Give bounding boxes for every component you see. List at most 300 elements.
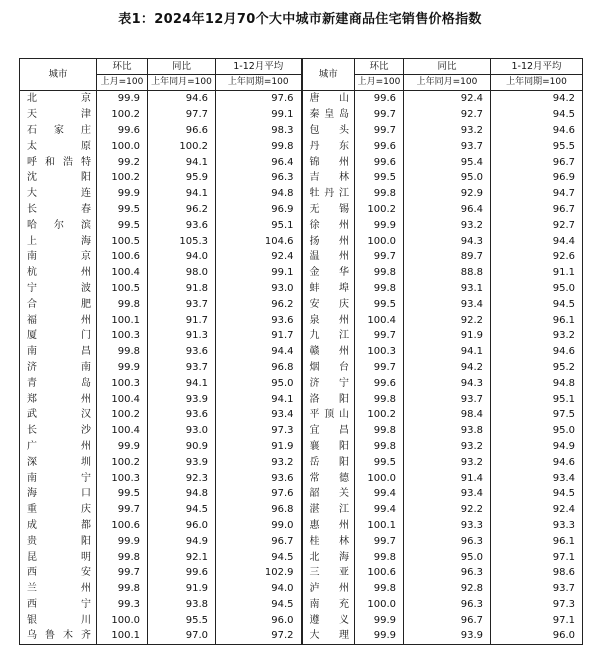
table-row (20, 391, 583, 407)
city-name: 太原 (20, 138, 97, 154)
avg-value: 97.3 (491, 597, 583, 613)
city-name: 洛阳 (302, 391, 355, 407)
city-name: 无锡 (302, 202, 355, 218)
yoy-value: 91.4 (404, 470, 491, 486)
avg-value: 96.7 (491, 202, 583, 218)
mom-value: 100.5 (97, 233, 148, 249)
yoy-value: 93.6 (148, 407, 216, 423)
city-name: 南昌 (20, 344, 97, 360)
mom-value: 99.7 (97, 502, 148, 518)
city-name: 遵义 (302, 612, 355, 628)
city-name: 三亚 (302, 565, 355, 581)
mom-value: 100.0 (97, 612, 148, 628)
avg-value: 102.9 (216, 565, 302, 581)
yoy-value: 93.6 (148, 217, 216, 233)
mom-value: 100.1 (97, 628, 148, 644)
mom-value: 99.9 (355, 628, 404, 644)
avg-value: 97.6 (216, 486, 302, 502)
avg-value: 99.8 (216, 138, 302, 154)
mom-value: 99.4 (355, 486, 404, 502)
city-name: 长春 (20, 202, 97, 218)
mom-value: 100.2 (97, 407, 148, 423)
yoy-value: 99.6 (148, 565, 216, 581)
yoy-value: 93.7 (404, 138, 491, 154)
city-name: 包头 (302, 123, 355, 139)
avg-value: 95.1 (491, 391, 583, 407)
city-name: 蚌埠 (302, 281, 355, 297)
table-row (20, 502, 583, 518)
yoy-value: 96.3 (404, 597, 491, 613)
city-name: 湛江 (302, 502, 355, 518)
city-name: 牡丹江 (302, 186, 355, 202)
avg-value: 94.5 (491, 486, 583, 502)
yoy-value: 92.2 (404, 312, 491, 328)
table-row (20, 565, 583, 581)
city-name: 九江 (302, 328, 355, 344)
mom-value: 99.5 (355, 454, 404, 470)
header-mom-right: 环比 (355, 59, 404, 75)
mom-value: 100.1 (97, 312, 148, 328)
city-name: 丹东 (302, 138, 355, 154)
mom-value: 100.6 (97, 518, 148, 534)
table-row (20, 439, 583, 455)
avg-value: 94.6 (491, 123, 583, 139)
avg-value: 94.9 (491, 439, 583, 455)
header-avg-sub-right: 上年同期=100 (491, 75, 583, 91)
avg-value: 94.0 (216, 581, 302, 597)
mom-value: 100.2 (97, 107, 148, 123)
city-name: 沈阳 (20, 170, 97, 186)
avg-value: 96.9 (491, 170, 583, 186)
table-row (20, 423, 583, 439)
avg-value: 93.0 (216, 281, 302, 297)
avg-value: 96.8 (216, 360, 302, 376)
yoy-value: 92.4 (404, 91, 491, 107)
city-name: 福州 (20, 312, 97, 328)
city-name: 昆明 (20, 549, 97, 565)
mom-value: 99.8 (97, 549, 148, 565)
yoy-value: 94.2 (404, 360, 491, 376)
avg-value: 96.0 (491, 628, 583, 644)
yoy-value: 95.0 (404, 549, 491, 565)
city-name: 常德 (302, 470, 355, 486)
table-row (20, 312, 583, 328)
mom-value: 99.6 (355, 154, 404, 170)
mom-value: 100.5 (97, 281, 148, 297)
header-yoy-sub-right: 上年同月=100 (404, 75, 491, 91)
mom-value: 99.6 (355, 138, 404, 154)
avg-value: 97.1 (491, 549, 583, 565)
city-name: 天津 (20, 107, 97, 123)
avg-value: 94.6 (491, 454, 583, 470)
header-mom-sub-right: 上月=100 (355, 75, 404, 91)
table-row (20, 91, 583, 107)
avg-value: 92.7 (491, 217, 583, 233)
table-row (20, 597, 583, 613)
city-name: 成都 (20, 518, 97, 534)
yoy-value: 91.8 (148, 281, 216, 297)
city-name: 桂林 (302, 533, 355, 549)
mom-value: 99.6 (355, 375, 404, 391)
yoy-value: 93.4 (404, 486, 491, 502)
yoy-value: 94.3 (404, 233, 491, 249)
header-yoy-left: 同比 (148, 59, 216, 75)
table-row (20, 138, 583, 154)
avg-value: 92.4 (491, 502, 583, 518)
avg-value: 93.6 (216, 312, 302, 328)
avg-value: 96.8 (216, 502, 302, 518)
mom-value: 99.9 (355, 612, 404, 628)
mom-value: 99.8 (355, 281, 404, 297)
city-name: 海口 (20, 486, 97, 502)
city-name: 烟台 (302, 360, 355, 376)
avg-value: 92.6 (491, 249, 583, 265)
mom-value: 99.5 (97, 202, 148, 218)
city-name: 泉州 (302, 312, 355, 328)
avg-value: 96.9 (216, 202, 302, 218)
city-name: 北海 (302, 549, 355, 565)
city-name: 合肥 (20, 296, 97, 312)
avg-value: 96.7 (491, 154, 583, 170)
avg-value: 91.9 (216, 439, 302, 455)
yoy-value: 96.3 (404, 565, 491, 581)
mom-value: 99.8 (97, 581, 148, 597)
yoy-value: 92.7 (404, 107, 491, 123)
table-row (20, 233, 583, 249)
yoy-value: 105.3 (148, 233, 216, 249)
city-name: 赣州 (302, 344, 355, 360)
mom-value: 100.2 (355, 202, 404, 218)
city-name: 安庆 (302, 296, 355, 312)
header-mom-left: 环比 (97, 59, 148, 75)
mom-value: 99.5 (355, 296, 404, 312)
yoy-value: 96.2 (148, 202, 216, 218)
mom-value: 100.0 (97, 138, 148, 154)
avg-value: 94.2 (491, 91, 583, 107)
yoy-value: 94.5 (148, 502, 216, 518)
city-name: 秦皇岛 (302, 107, 355, 123)
city-name: 大连 (20, 186, 97, 202)
mom-value: 99.7 (97, 565, 148, 581)
table-row (20, 581, 583, 597)
yoy-value: 97.7 (148, 107, 216, 123)
table-row (20, 470, 583, 486)
city-name: 上海 (20, 233, 97, 249)
yoy-value: 96.4 (404, 202, 491, 218)
yoy-value: 93.2 (404, 217, 491, 233)
yoy-value: 89.7 (404, 249, 491, 265)
header-avg-right: 1-12月平均 (491, 59, 583, 75)
yoy-value: 94.0 (148, 249, 216, 265)
yoy-value: 96.6 (148, 123, 216, 139)
mom-value: 99.7 (355, 360, 404, 376)
avg-value: 99.1 (216, 107, 302, 123)
yoy-value: 93.4 (404, 296, 491, 312)
yoy-value: 94.3 (404, 375, 491, 391)
yoy-value: 93.3 (404, 518, 491, 534)
avg-value: 95.0 (491, 423, 583, 439)
avg-value: 96.1 (491, 312, 583, 328)
yoy-value: 96.3 (404, 533, 491, 549)
yoy-value: 93.9 (148, 454, 216, 470)
header-avg-left: 1-12月平均 (216, 59, 302, 75)
mom-value: 99.9 (97, 360, 148, 376)
table-row (20, 107, 583, 123)
yoy-value: 91.9 (404, 328, 491, 344)
city-name: 温州 (302, 249, 355, 265)
city-name: 锦州 (302, 154, 355, 170)
mom-value: 99.9 (97, 186, 148, 202)
yoy-value: 94.9 (148, 533, 216, 549)
city-name: 宜昌 (302, 423, 355, 439)
yoy-value: 93.7 (148, 360, 216, 376)
avg-value: 93.4 (216, 407, 302, 423)
header-yoy-right: 同比 (404, 59, 491, 75)
mom-value: 99.7 (355, 249, 404, 265)
mom-value: 99.7 (355, 107, 404, 123)
avg-value: 94.8 (216, 186, 302, 202)
table-row (20, 549, 583, 565)
avg-value: 93.2 (216, 454, 302, 470)
mom-value: 99.5 (355, 170, 404, 186)
avg-value: 96.2 (216, 296, 302, 312)
yoy-value: 96.7 (404, 612, 491, 628)
mom-value: 99.8 (355, 423, 404, 439)
city-name: 金华 (302, 265, 355, 281)
yoy-value: 94.8 (148, 486, 216, 502)
avg-value: 95.0 (216, 375, 302, 391)
avg-value: 99.1 (216, 265, 302, 281)
yoy-value: 92.9 (404, 186, 491, 202)
avg-value: 93.7 (491, 581, 583, 597)
table-row (20, 407, 583, 423)
table-title: 表1：2024年12月70个大中城市新建商品住宅销售价格指数 (118, 12, 482, 27)
mom-value: 99.5 (97, 217, 148, 233)
table-row (20, 486, 583, 502)
avg-value: 91.7 (216, 328, 302, 344)
yoy-value: 93.0 (148, 423, 216, 439)
mom-value: 99.5 (97, 486, 148, 502)
yoy-value: 93.7 (404, 391, 491, 407)
avg-value: 96.0 (216, 612, 302, 628)
mom-value: 100.3 (97, 470, 148, 486)
city-name: 深圳 (20, 454, 97, 470)
yoy-value: 88.8 (404, 265, 491, 281)
city-name: 厦门 (20, 328, 97, 344)
avg-value: 94.1 (216, 391, 302, 407)
yoy-value: 93.1 (404, 281, 491, 297)
avg-value: 95.5 (491, 138, 583, 154)
mom-value: 99.9 (97, 91, 148, 107)
city-name: 襄阳 (302, 439, 355, 455)
city-name: 大理 (302, 628, 355, 644)
table-row (20, 518, 583, 534)
mom-value: 99.6 (97, 123, 148, 139)
mom-value: 99.8 (355, 391, 404, 407)
mom-value: 99.7 (355, 533, 404, 549)
yoy-value: 92.3 (148, 470, 216, 486)
avg-value: 94.5 (491, 296, 583, 312)
city-name: 平顶山 (302, 407, 355, 423)
avg-value: 96.7 (216, 533, 302, 549)
mom-value: 100.3 (97, 328, 148, 344)
yoy-value: 94.6 (148, 91, 216, 107)
yoy-value: 93.8 (148, 597, 216, 613)
yoy-value: 97.0 (148, 628, 216, 644)
yoy-value: 93.9 (404, 628, 491, 644)
city-name: 郑州 (20, 391, 97, 407)
avg-value: 96.1 (491, 533, 583, 549)
table-row (20, 344, 583, 360)
header-yoy-sub-left: 上年同月=100 (148, 75, 216, 91)
mom-value: 99.7 (355, 123, 404, 139)
table-row (20, 281, 583, 297)
city-name: 惠州 (302, 518, 355, 534)
yoy-value: 94.1 (148, 154, 216, 170)
city-name: 兰州 (20, 581, 97, 597)
avg-value: 94.7 (491, 186, 583, 202)
city-name: 哈尔滨 (20, 217, 97, 233)
mom-value: 100.3 (97, 375, 148, 391)
mom-value: 99.4 (355, 502, 404, 518)
table-row (20, 186, 583, 202)
city-name: 南充 (302, 597, 355, 613)
mom-value: 100.0 (355, 597, 404, 613)
yoy-value: 95.5 (148, 612, 216, 628)
avg-value: 94.8 (491, 375, 583, 391)
mom-value: 100.0 (355, 233, 404, 249)
avg-value: 99.0 (216, 518, 302, 534)
yoy-value: 91.3 (148, 328, 216, 344)
yoy-value: 100.2 (148, 138, 216, 154)
table-row (20, 628, 583, 644)
city-name: 济南 (20, 360, 97, 376)
avg-value: 95.0 (491, 281, 583, 297)
city-name: 泸州 (302, 581, 355, 597)
table-row (20, 454, 583, 470)
avg-value: 94.4 (216, 344, 302, 360)
avg-value: 98.6 (491, 565, 583, 581)
yoy-value: 90.9 (148, 439, 216, 455)
mom-value: 99.8 (355, 186, 404, 202)
mom-value: 99.6 (355, 91, 404, 107)
avg-value: 94.5 (216, 549, 302, 565)
yoy-value: 93.7 (148, 296, 216, 312)
city-name: 银川 (20, 612, 97, 628)
city-name: 贵阳 (20, 533, 97, 549)
table-row (20, 154, 583, 170)
avg-value: 92.4 (216, 249, 302, 265)
city-name: 重庆 (20, 502, 97, 518)
city-name: 扬州 (302, 233, 355, 249)
table-row (20, 296, 583, 312)
table-row (20, 170, 583, 186)
mom-value: 99.2 (97, 154, 148, 170)
avg-value: 93.3 (491, 518, 583, 534)
city-name: 武汉 (20, 407, 97, 423)
yoy-value: 92.8 (404, 581, 491, 597)
city-name: 西宁 (20, 597, 97, 613)
city-name: 韶关 (302, 486, 355, 502)
city-name: 吉林 (302, 170, 355, 186)
avg-value: 94.5 (216, 597, 302, 613)
mom-value: 100.4 (97, 423, 148, 439)
avg-value: 91.1 (491, 265, 583, 281)
yoy-value: 98.0 (148, 265, 216, 281)
table-row (20, 123, 583, 139)
table-row (20, 375, 583, 391)
mom-value: 100.4 (355, 312, 404, 328)
avg-value: 94.6 (491, 344, 583, 360)
table-row (20, 202, 583, 218)
mom-value: 99.8 (355, 265, 404, 281)
table-row (20, 360, 583, 376)
mom-value: 100.4 (97, 391, 148, 407)
mom-value: 100.2 (355, 407, 404, 423)
avg-value: 97.6 (216, 91, 302, 107)
avg-value: 97.2 (216, 628, 302, 644)
avg-value: 97.3 (216, 423, 302, 439)
avg-value: 98.3 (216, 123, 302, 139)
yoy-value: 92.1 (148, 549, 216, 565)
mom-value: 99.3 (97, 597, 148, 613)
yoy-value: 94.1 (404, 344, 491, 360)
yoy-value: 93.9 (148, 391, 216, 407)
city-name: 北京 (20, 91, 97, 107)
header-city-right: 城市 (302, 59, 355, 91)
mom-value: 100.6 (355, 565, 404, 581)
header-avg-sub-left: 上年同期=100 (216, 75, 302, 91)
yoy-value: 94.1 (148, 186, 216, 202)
yoy-value: 93.2 (404, 439, 491, 455)
table-body (20, 91, 583, 645)
city-name: 长沙 (20, 423, 97, 439)
avg-value: 96.3 (216, 170, 302, 186)
avg-value: 93.2 (491, 328, 583, 344)
yoy-value: 96.0 (148, 518, 216, 534)
avg-value: 97.1 (491, 612, 583, 628)
city-name: 青岛 (20, 375, 97, 391)
yoy-value: 98.4 (404, 407, 491, 423)
mom-value: 99.9 (355, 217, 404, 233)
avg-value: 104.6 (216, 233, 302, 249)
city-name: 南京 (20, 249, 97, 265)
mom-value: 99.8 (355, 581, 404, 597)
mom-value: 99.7 (355, 328, 404, 344)
city-name: 宁波 (20, 281, 97, 297)
city-name: 乌鲁木齐 (20, 628, 97, 644)
yoy-value: 95.0 (404, 170, 491, 186)
city-name: 唐山 (302, 91, 355, 107)
avg-value: 95.2 (491, 360, 583, 376)
avg-value: 94.5 (491, 107, 583, 123)
mom-value: 100.1 (355, 518, 404, 534)
city-name: 广州 (20, 439, 97, 455)
avg-value: 97.5 (491, 407, 583, 423)
avg-value: 93.6 (216, 470, 302, 486)
mom-value: 100.2 (97, 454, 148, 470)
mom-value: 100.3 (355, 344, 404, 360)
table-row (20, 328, 583, 344)
table-row (20, 249, 583, 265)
city-name: 呼和浩特 (20, 154, 97, 170)
mom-value: 100.6 (97, 249, 148, 265)
table-row (20, 533, 583, 549)
mom-value: 99.9 (97, 533, 148, 549)
yoy-value: 92.2 (404, 502, 491, 518)
yoy-value: 93.2 (404, 123, 491, 139)
avg-value: 93.4 (491, 470, 583, 486)
